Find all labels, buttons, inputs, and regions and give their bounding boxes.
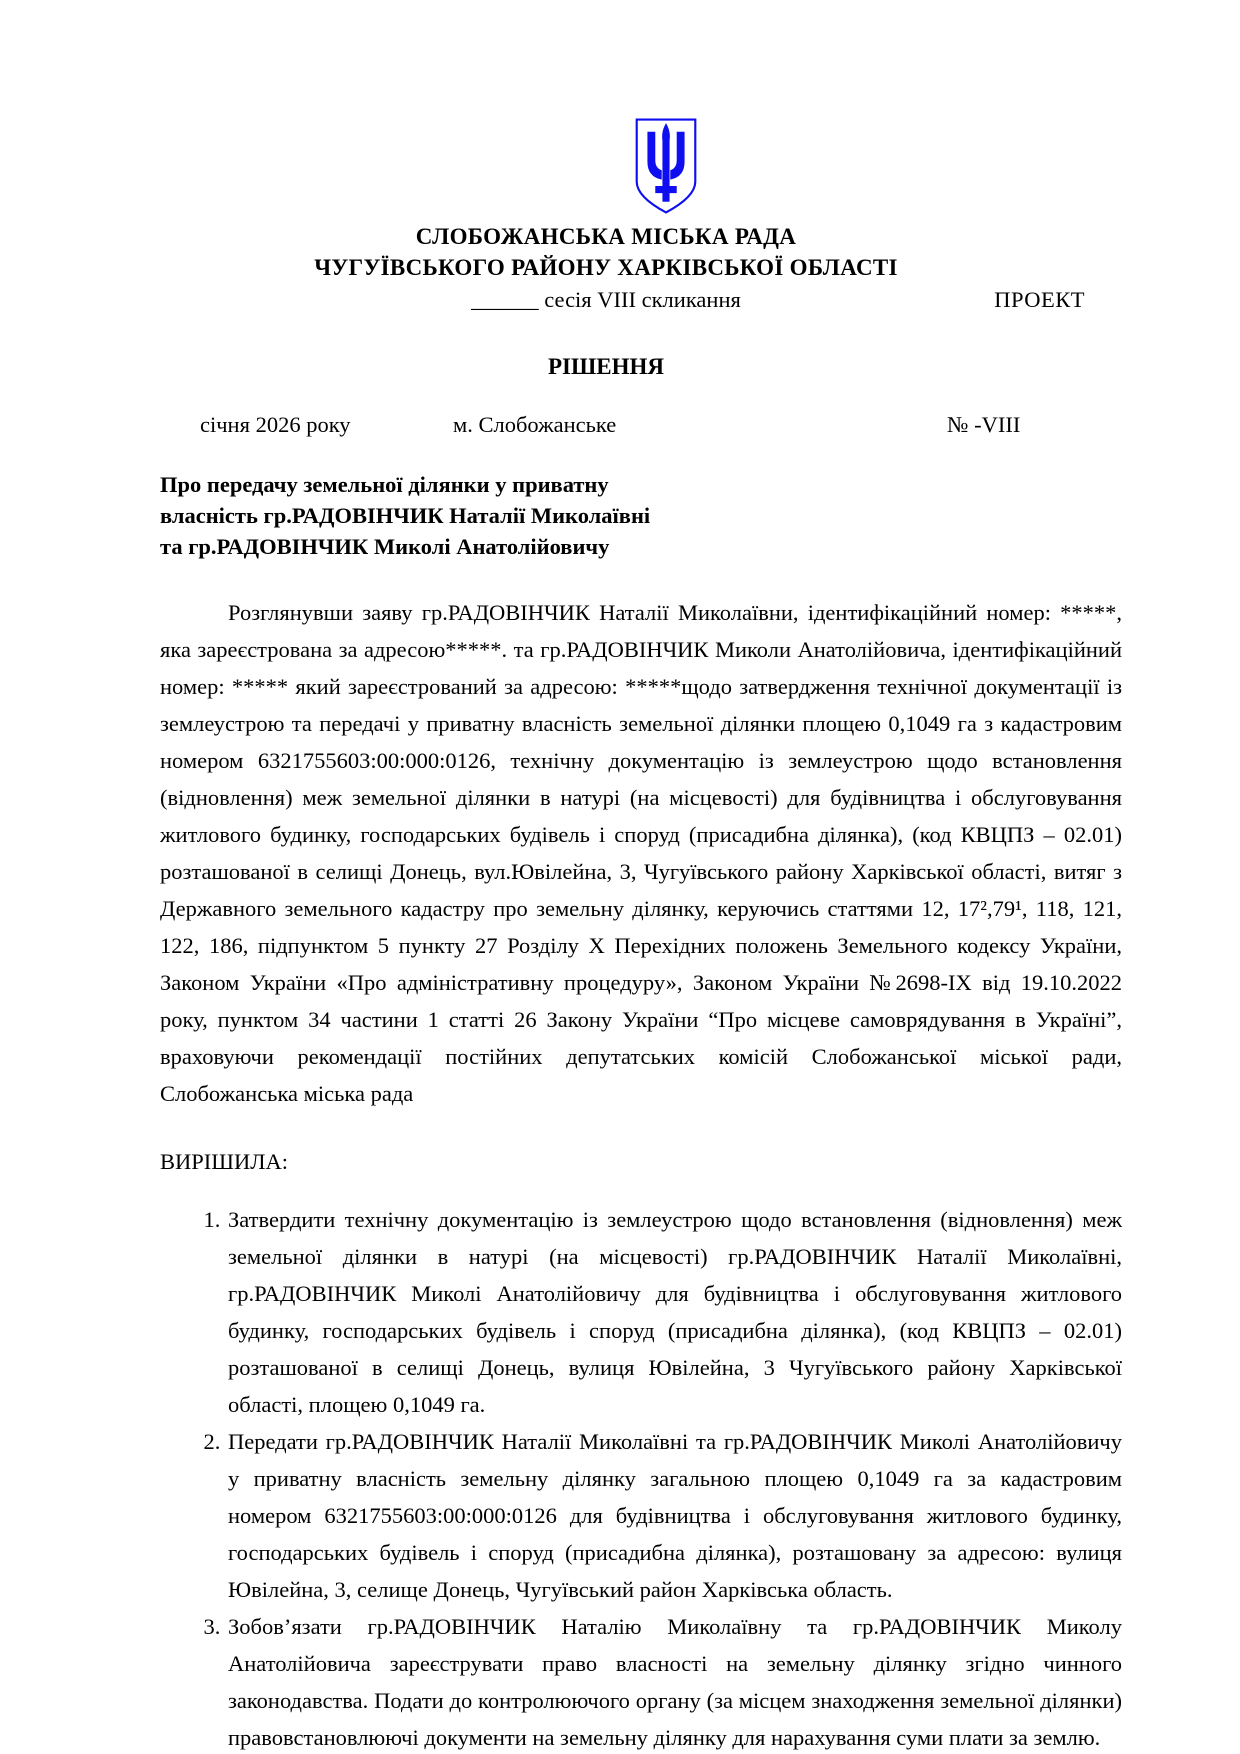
council-name-line2: ЧУГУЇВСЬКОГО РАЙОНУ ХАРКІВСЬКОЇ ОБЛАСТІ [314, 255, 898, 280]
resolution-item: 3. Зобов’язати гр.РАДОВІНЧИК Наталію Миколаївну та гр.РАДОВІНЧИК Миколу Анатолійовича зареєструвати право власності на земельну ділянку згідно чинного законодавства. Подати до контролюючого органу (за місцем знаходження земельної ділянки) правовстановлюючі документи на земельну ділянку для нарахування суми плати за землю. [226, 1608, 1122, 1754]
session-blank-line: ______ [471, 287, 539, 312]
session-row [160, 285, 1085, 315]
resolutions-list [160, 1201, 1122, 1754]
preamble-paragraph: Розглянувши заяву гр.РАДОВІНЧИК Наталії Миколаївни, ідентифікаційний номер: *****, яка зареєстрована за адресою*****. та гр.РАДОВІНЧИК Миколи Анатолійовича, ідентифікаційний номер: ***** який зареєстрований за адресою: *****щодо затвердження технічної документації із землеустрою та передачі у приватну власність земельної ділянки площею 0,1049 га з кадастровим номером 6321755603:00:000:0126, технічну документацію із землеустрою щодо встановлення (відновлення) меж земельної ділянки в натурі (на місцевості) для будівництва і обслуговування житлового будинку, господарських будівель і споруд (присадибна ділянка), (код КВЦПЗ – 02.01) розташованої в селищі Донець, вул.Ювілейна, 3, Чугуївського району Харківської області, витяг з Державного земельного кадастру про земельну ділянку, керуючись статтями 12, 17²,79¹, 118, 121, 122, 186, підпунктом 5 пункту 27 Розділу X Перехідних положень Земельного кодексу України, Законом України «Про адміністративну процедуру», Законом України №2698-ІХ від 19.10.2022 року, пунктом 34 частини 1 статті 26 Закону України “Про місцеве самоврядування в Україні”, враховуючи рекомендації постійних депутатських комісій Слобожанської міської ради, Слобожанська міська рада [160, 600, 1122, 1106]
council-name-line1: СЛОБОЖАНСЬКА МІСЬКА РАДА [415, 224, 797, 249]
decision-date: січня 2026 року [200, 412, 351, 437]
session-label: сесія VIII скликання [538, 287, 741, 312]
subject-heading [160, 469, 1122, 562]
subject-line: та гр.РАДОВІНЧИК Миколі Анатолійовичу [160, 534, 610, 559]
subject-line: власність гр.РАДОВІНЧИК Наталії Миколаївні [160, 503, 651, 528]
ukraine-coat-of-arms [160, 116, 1052, 221]
decision-number: № -VIII [947, 412, 1021, 437]
draft-label: ПРОЕКТ [994, 287, 1085, 312]
resolution-item: 1. Затвердити технічну документацію із землеустрою щодо встановлення (відновлення) меж земельної ділянки в натурі (на місцевості) гр.РАДОВІНЧИК Наталії Миколаївні, гр.РАДОВІНЧИК Миколі Анатолійовичу для будівництва і обслуговування житлового будинку, господарських будівель і споруд (присадибна ділянка), (код КВЦПЗ – 02.01) розташованої в селищі Донець, вулиця Ювілейна, 3 Чугуївського району Харківської області, площею 0,1049 га. [226, 1201, 1122, 1423]
resolved-label: ВИРІШИЛА: [160, 1149, 288, 1174]
resolution-item: 2. Передати гр.РАДОВІНЧИК Наталії Миколаївні та гр.РАДОВІНЧИК Миколі Анатолійовичу у приватну власність земельну ділянку загальною площею 0,1049 га за кадастровим номером 6321755603:00:000:0126 для будівництва і обслуговування житлового будинку, господарських будівель і споруд (присадибна ділянка), розташовану за адресою: вулиця Ювілейна, 3, селище Донець, Чугуївський район Харківська область. [226, 1423, 1122, 1608]
trident-icon [630, 116, 702, 216]
document-header [160, 116, 1085, 382]
decision-title: РІШЕННЯ [548, 354, 664, 379]
subject-line: Про передачу земельної ділянки у приватну [160, 472, 609, 497]
decision-place: м. Слобожанське [453, 412, 617, 437]
date-row [160, 412, 1122, 443]
